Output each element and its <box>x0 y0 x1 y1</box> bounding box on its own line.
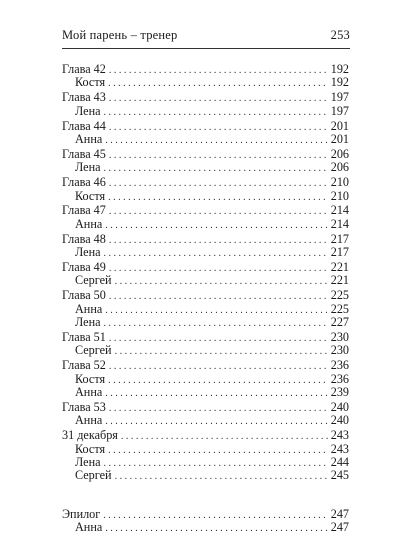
toc-entry <box>62 331 349 344</box>
toc-entry-label: Глава 50 <box>62 288 106 303</box>
toc-entry-label: Костя <box>75 188 106 203</box>
toc-subentry <box>62 303 349 316</box>
toc-entry-page: 201 <box>330 131 349 146</box>
dot-leader <box>105 219 327 232</box>
toc-entry-page: 240 <box>330 399 349 414</box>
dot-leader <box>109 262 328 275</box>
dot-leader <box>109 64 328 77</box>
toc-subentry <box>62 246 349 259</box>
toc-entry-page: 214 <box>330 203 349 218</box>
toc-entry-page: 206 <box>330 146 349 161</box>
toc-entry-label: Анна <box>75 384 103 399</box>
toc-entry-page: 192 <box>330 62 349 76</box>
toc-group <box>62 120 349 147</box>
toc-group <box>62 148 349 175</box>
toc-entry-page: 225 <box>330 288 349 303</box>
toc-entry <box>62 401 349 414</box>
dot-leader <box>109 92 328 105</box>
toc-entry-page: 210 <box>330 188 349 203</box>
toc-entry-label: 31 декабря <box>62 428 118 443</box>
toc-entry <box>62 289 349 302</box>
toc-entry-label: Глава 42 <box>62 62 106 76</box>
toc-entry-page: 230 <box>330 329 349 344</box>
page-number: 253 <box>330 28 350 42</box>
toc-entry <box>62 359 349 372</box>
toc-subentry <box>62 133 349 146</box>
toc-entry-label: Сергей <box>75 273 112 288</box>
toc-entry-label: Эпилог <box>62 506 101 521</box>
dot-leader <box>109 149 328 162</box>
toc-subentry <box>62 316 349 329</box>
toc-entry-page: 240 <box>330 413 349 428</box>
toc-group <box>62 176 349 203</box>
toc-entry-label: Глава 47 <box>62 203 106 218</box>
toc-group <box>62 429 349 483</box>
toc-subentry <box>62 414 349 427</box>
dot-leader <box>109 234 328 247</box>
toc-entry-page: 236 <box>330 371 349 386</box>
toc-entry <box>62 429 349 442</box>
toc-subentry <box>62 190 349 203</box>
dot-leader <box>104 457 328 470</box>
dot-leader <box>109 402 328 415</box>
dot-leader <box>108 444 328 457</box>
toc-entry-page: 239 <box>330 384 349 399</box>
toc-entry-label: Глава 51 <box>62 329 106 344</box>
toc-entry <box>62 148 349 161</box>
toc-group <box>62 63 349 90</box>
toc-entry-label: Костя <box>75 75 106 90</box>
toc-entry <box>62 204 349 217</box>
toc-subentry <box>62 373 349 386</box>
dot-leader <box>105 415 327 428</box>
toc-entry-page: 217 <box>330 245 349 260</box>
toc-group <box>62 359 349 399</box>
toc-entry-page: 210 <box>330 175 349 190</box>
toc-entry-label: Костя <box>75 441 106 456</box>
toc-entry-label: Глава 43 <box>62 90 106 105</box>
toc-group <box>62 331 349 358</box>
dot-leader <box>115 275 328 288</box>
toc-entry-label: Лена <box>75 103 101 118</box>
toc-entry-label: Глава 45 <box>62 146 106 161</box>
dot-leader <box>108 191 328 204</box>
dot-leader <box>104 106 328 119</box>
toc-entry-page: 230 <box>330 343 349 358</box>
toc-entry <box>62 120 349 133</box>
toc-group <box>62 233 349 260</box>
toc-entry-page: 225 <box>330 301 349 316</box>
toc-entry-page: 243 <box>330 441 349 456</box>
toc-group <box>62 204 349 231</box>
toc-entry-page: 247 <box>330 506 349 521</box>
toc-entry-label: Глава 49 <box>62 259 106 274</box>
toc-entry-label: Сергей <box>75 343 112 358</box>
toc-entry-page: 245 <box>330 468 349 483</box>
toc-entry-label: Глава 48 <box>62 231 106 246</box>
toc-entry-page: 247 <box>330 520 349 535</box>
toc-entry-page: 214 <box>330 216 349 231</box>
toc-entry-label: Анна <box>75 301 103 316</box>
header-rule <box>62 48 350 49</box>
toc-subentry <box>62 386 349 399</box>
toc-entry-page: 201 <box>330 118 349 133</box>
toc-entry-page: 243 <box>330 428 349 443</box>
toc-entry-label: Костя <box>75 371 106 386</box>
toc-entry-page: 236 <box>330 358 349 373</box>
toc-group <box>62 91 349 118</box>
dot-leader <box>104 317 328 330</box>
toc-subentry <box>62 218 349 231</box>
dot-leader <box>105 134 327 147</box>
dot-leader <box>109 290 328 303</box>
toc-entry-page: 221 <box>330 259 349 274</box>
toc-subentry <box>62 274 349 287</box>
toc-entry-page: 227 <box>330 315 349 330</box>
toc-entry-page: 197 <box>330 103 349 118</box>
toc-entry-label: Анна <box>75 216 103 231</box>
toc-group <box>62 289 349 329</box>
dot-leader <box>109 360 328 373</box>
toc-subentry <box>62 469 349 482</box>
toc-entry <box>62 176 349 189</box>
toc-entry <box>62 91 349 104</box>
toc-entry-label: Анна <box>75 520 103 535</box>
toc-entry-label: Глава 44 <box>62 118 106 133</box>
toc-group <box>62 508 349 535</box>
dot-leader <box>109 332 328 345</box>
dot-leader <box>121 430 328 443</box>
toc-subentry <box>62 161 349 174</box>
toc-group <box>62 401 349 428</box>
toc-entry-page: 192 <box>330 75 349 90</box>
dot-leader <box>115 345 328 358</box>
toc-entry-label: Глава 46 <box>62 175 106 190</box>
dot-leader <box>105 387 327 400</box>
table-of-contents <box>62 63 349 536</box>
toc-entry-label: Лена <box>75 454 101 469</box>
dot-leader <box>109 205 328 218</box>
dot-leader <box>103 509 327 522</box>
toc-entry <box>62 63 349 76</box>
toc-entry <box>62 233 349 246</box>
toc-entry-page: 244 <box>330 454 349 469</box>
toc-subentry <box>62 521 349 534</box>
dot-leader <box>105 522 327 535</box>
toc-entry-label: Глава 53 <box>62 399 106 414</box>
dot-leader <box>105 304 327 317</box>
toc-entry-page: 217 <box>330 231 349 246</box>
dot-leader <box>109 121 328 134</box>
dot-leader <box>109 177 328 190</box>
toc-subentry <box>62 456 349 469</box>
toc-subentry <box>62 443 349 456</box>
toc-entry-label: Сергей <box>75 468 112 483</box>
dot-leader <box>108 374 328 387</box>
toc-entry-page: 206 <box>330 160 349 175</box>
toc-entry-label: Лена <box>75 245 101 260</box>
toc-entry-label: Анна <box>75 131 103 146</box>
toc-subentry <box>62 105 349 118</box>
toc-subentry <box>62 344 349 357</box>
running-header <box>62 28 350 44</box>
toc-entry-page: 221 <box>330 273 349 288</box>
toc-entry-label: Лена <box>75 315 101 330</box>
running-title: Мой парень – тренер <box>62 28 178 42</box>
toc-entry <box>62 508 349 521</box>
dot-leader <box>115 470 328 483</box>
dot-leader <box>104 247 328 260</box>
toc-entry-label: Лена <box>75 160 101 175</box>
toc-entry-label: Глава 52 <box>62 358 106 373</box>
toc-subentry <box>62 76 349 89</box>
toc-entry-page: 197 <box>330 90 349 105</box>
toc-group <box>62 261 349 288</box>
dot-leader <box>108 77 328 90</box>
toc-entry <box>62 261 349 274</box>
dot-leader <box>104 162 328 175</box>
toc-entry-label: Анна <box>75 413 103 428</box>
